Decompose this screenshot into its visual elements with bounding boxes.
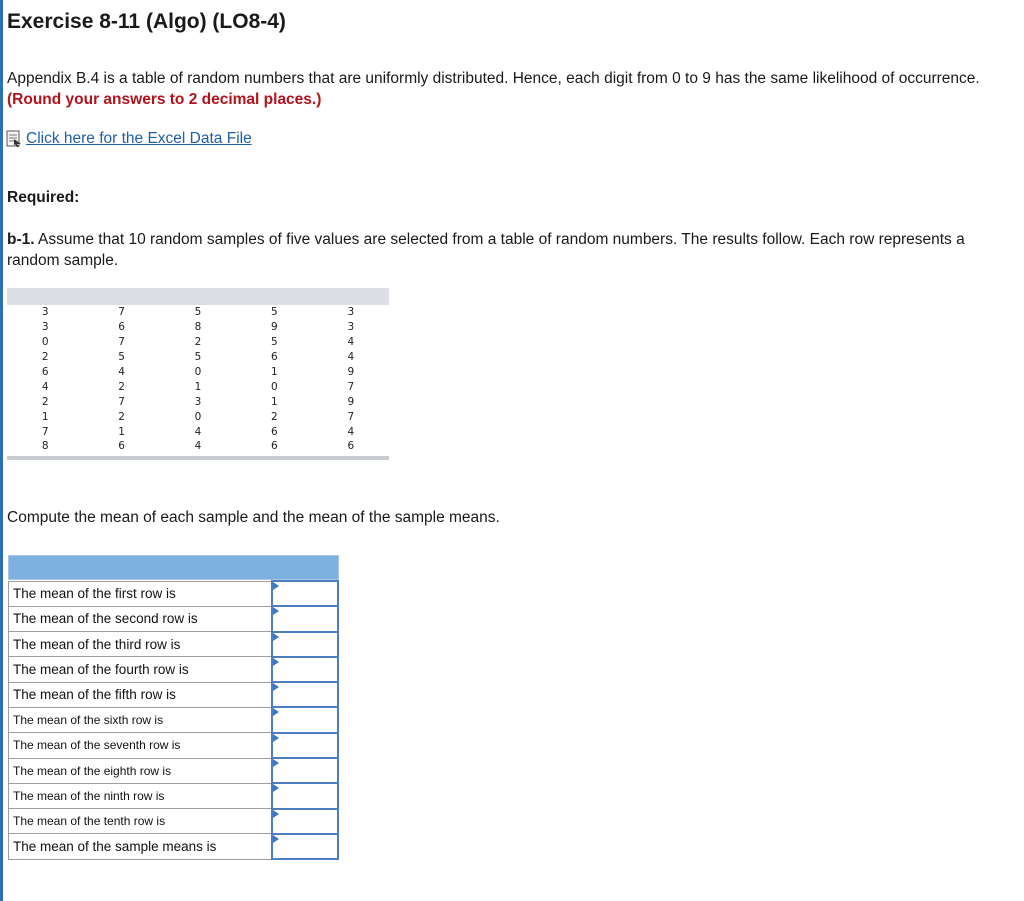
sample-value: 9 <box>347 366 355 378</box>
required-heading: Required: <box>7 189 80 206</box>
sample-value: 5 <box>271 306 278 319</box>
excel-file-icon <box>6 130 22 148</box>
sample-value: 4 <box>347 425 355 438</box>
answer-row <box>9 783 339 808</box>
random-samples-table <box>7 288 389 460</box>
answer-label: The mean of the fifth row is <box>9 682 272 707</box>
answer-row <box>9 809 339 834</box>
input-marker-icon <box>273 835 279 843</box>
sample-value: 0 <box>271 380 278 393</box>
answer-label: The mean of the sample means is <box>9 834 272 859</box>
sample-value: 0 <box>194 366 202 378</box>
sample-value: 4 <box>347 351 355 364</box>
answer-label: The mean of the fourth row is <box>9 657 272 682</box>
sample-value: 5 <box>271 336 278 349</box>
intro-paragraph <box>7 68 1012 110</box>
sample-value: 4 <box>194 425 202 438</box>
input-marker-icon <box>273 734 279 742</box>
mean-answer-input[interactable] <box>273 787 337 806</box>
answer-table <box>8 555 339 860</box>
answer-row <box>9 834 339 859</box>
sample-row <box>7 424 389 439</box>
answer-label: The mean of the tenth row is <box>9 809 272 834</box>
answer-row <box>9 707 339 732</box>
mean-answer-input[interactable] <box>273 761 337 780</box>
sample-value: 4 <box>194 440 202 453</box>
answer-input-cell <box>272 809 338 834</box>
answer-label: The mean of the second row is <box>9 606 272 631</box>
sample-value: 6 <box>347 440 355 453</box>
answer-input-cell <box>272 682 338 707</box>
answer-row <box>9 682 339 707</box>
sample-value: 7 <box>118 306 125 319</box>
sample-value: 8 <box>194 321 202 334</box>
mean-answer-input[interactable] <box>273 660 337 679</box>
answer-input-cell <box>272 758 338 783</box>
sample-value: 9 <box>347 395 355 408</box>
input-marker-icon <box>273 810 279 818</box>
question-text: Assume that 10 random samples of five values are selected from a table of random numbers. The results follow. Each row represents a random sample. <box>7 231 965 269</box>
rounding-instruction: (Round your answers to 2 decimal places.) <box>7 91 322 108</box>
sample-value: 0 <box>194 410 202 423</box>
question-b1 <box>7 229 1012 271</box>
answer-input-cell <box>272 581 338 606</box>
sample-value: 3 <box>41 321 49 334</box>
sample-row <box>7 305 389 320</box>
sample-value: 7 <box>118 395 125 408</box>
sample-value: 6 <box>118 440 125 453</box>
sample-value: 2 <box>118 410 125 423</box>
answer-row <box>9 632 339 657</box>
answer-input-cell <box>272 783 338 808</box>
sample-value: 5 <box>194 306 202 319</box>
input-marker-icon <box>273 607 279 615</box>
answer-input-cell <box>272 657 338 682</box>
answer-input-cell <box>272 834 338 859</box>
answer-label: The mean of the third row is <box>9 632 272 657</box>
sample-value: 6 <box>41 366 49 378</box>
sample-value: 2 <box>41 395 49 408</box>
answer-input-cell <box>272 632 338 657</box>
sample-value: 2 <box>271 410 278 423</box>
sample-value: 2 <box>194 336 202 349</box>
sample-value: 7 <box>118 336 125 349</box>
answer-label: The mean of the seventh row is <box>9 733 272 758</box>
sample-value: 0 <box>41 336 49 349</box>
input-marker-icon <box>273 708 279 716</box>
sample-value: 6 <box>271 351 278 364</box>
mean-answer-input[interactable] <box>273 736 337 755</box>
answer-table-header <box>8 555 339 580</box>
left-accent-rule <box>0 0 3 901</box>
sample-value: 9 <box>271 321 278 334</box>
excel-data-file-link[interactable]: Click here for the Excel Data File <box>26 130 252 147</box>
sample-value: 3 <box>41 306 49 319</box>
sample-row <box>7 365 389 380</box>
excel-data-link-row <box>6 130 252 148</box>
input-marker-icon <box>273 683 279 691</box>
sample-value: 6 <box>118 321 125 334</box>
sample-value: 5 <box>118 351 125 364</box>
sample-value: 4 <box>347 336 355 349</box>
sample-value: 3 <box>347 306 355 319</box>
sample-row <box>7 439 389 454</box>
samples-table-footer <box>7 456 389 460</box>
answer-label: The mean of the sixth row is <box>9 707 272 732</box>
intro-text: Appendix B.4 is a table of random numbers that are uniformly distributed. Hence, each digit from 0 to 9 has the same likelihood of occurrence. <box>7 70 980 87</box>
answer-grid <box>8 580 339 860</box>
input-marker-icon <box>273 582 279 590</box>
mean-answer-input[interactable] <box>273 837 337 856</box>
input-marker-icon <box>273 658 279 666</box>
sample-row <box>7 394 389 409</box>
mean-answer-input[interactable] <box>273 711 337 730</box>
sample-value: 3 <box>194 395 202 408</box>
sample-value: 4 <box>41 380 49 393</box>
answer-row <box>9 581 339 606</box>
sample-row <box>7 335 389 350</box>
answer-input-cell <box>272 733 338 758</box>
answer-label: The mean of the ninth row is <box>9 783 272 808</box>
answer-row <box>9 606 339 631</box>
question-number: b-1. <box>7 231 35 248</box>
mean-answer-input[interactable] <box>273 584 337 603</box>
mean-answer-input[interactable] <box>273 812 337 831</box>
input-marker-icon <box>273 759 279 767</box>
answer-label: The mean of the first row is <box>9 581 272 606</box>
answer-input-cell <box>272 606 338 631</box>
sample-row <box>7 350 389 365</box>
answer-row <box>9 657 339 682</box>
sample-value: 7 <box>41 425 49 438</box>
input-marker-icon <box>273 784 279 792</box>
sample-value: 1 <box>41 410 49 423</box>
mean-answer-input[interactable] <box>273 635 337 654</box>
sample-value: 1 <box>118 425 125 438</box>
sample-value: 3 <box>347 321 355 334</box>
mean-answer-input[interactable] <box>273 609 337 628</box>
exercise-title: Exercise 8-11 (Algo) (LO8-4) <box>7 10 286 33</box>
samples-grid <box>7 305 389 454</box>
sample-row <box>7 379 389 394</box>
sample-value: 5 <box>194 351 202 364</box>
answer-row <box>9 758 339 783</box>
sample-value: 1 <box>271 366 278 378</box>
sample-value: 7 <box>347 380 355 393</box>
compute-instruction: Compute the mean of each sample and the mean of the sample means. <box>7 509 500 526</box>
sample-row <box>7 320 389 335</box>
sample-value: 1 <box>271 395 278 408</box>
sample-value: 8 <box>41 440 49 453</box>
sample-value: 6 <box>271 425 278 438</box>
answer-label: The mean of the eighth row is <box>9 758 272 783</box>
sample-value: 2 <box>118 380 125 393</box>
sample-value: 2 <box>41 351 49 364</box>
sample-value: 7 <box>347 410 355 423</box>
mean-answer-input[interactable] <box>273 685 337 704</box>
sample-value: 6 <box>271 440 278 453</box>
sample-value: 1 <box>194 380 202 393</box>
sample-row <box>7 409 389 424</box>
answer-input-cell <box>272 707 338 732</box>
sample-value: 4 <box>118 366 125 378</box>
samples-table-header <box>7 288 389 305</box>
answer-row <box>9 733 339 758</box>
input-marker-icon <box>273 633 279 641</box>
